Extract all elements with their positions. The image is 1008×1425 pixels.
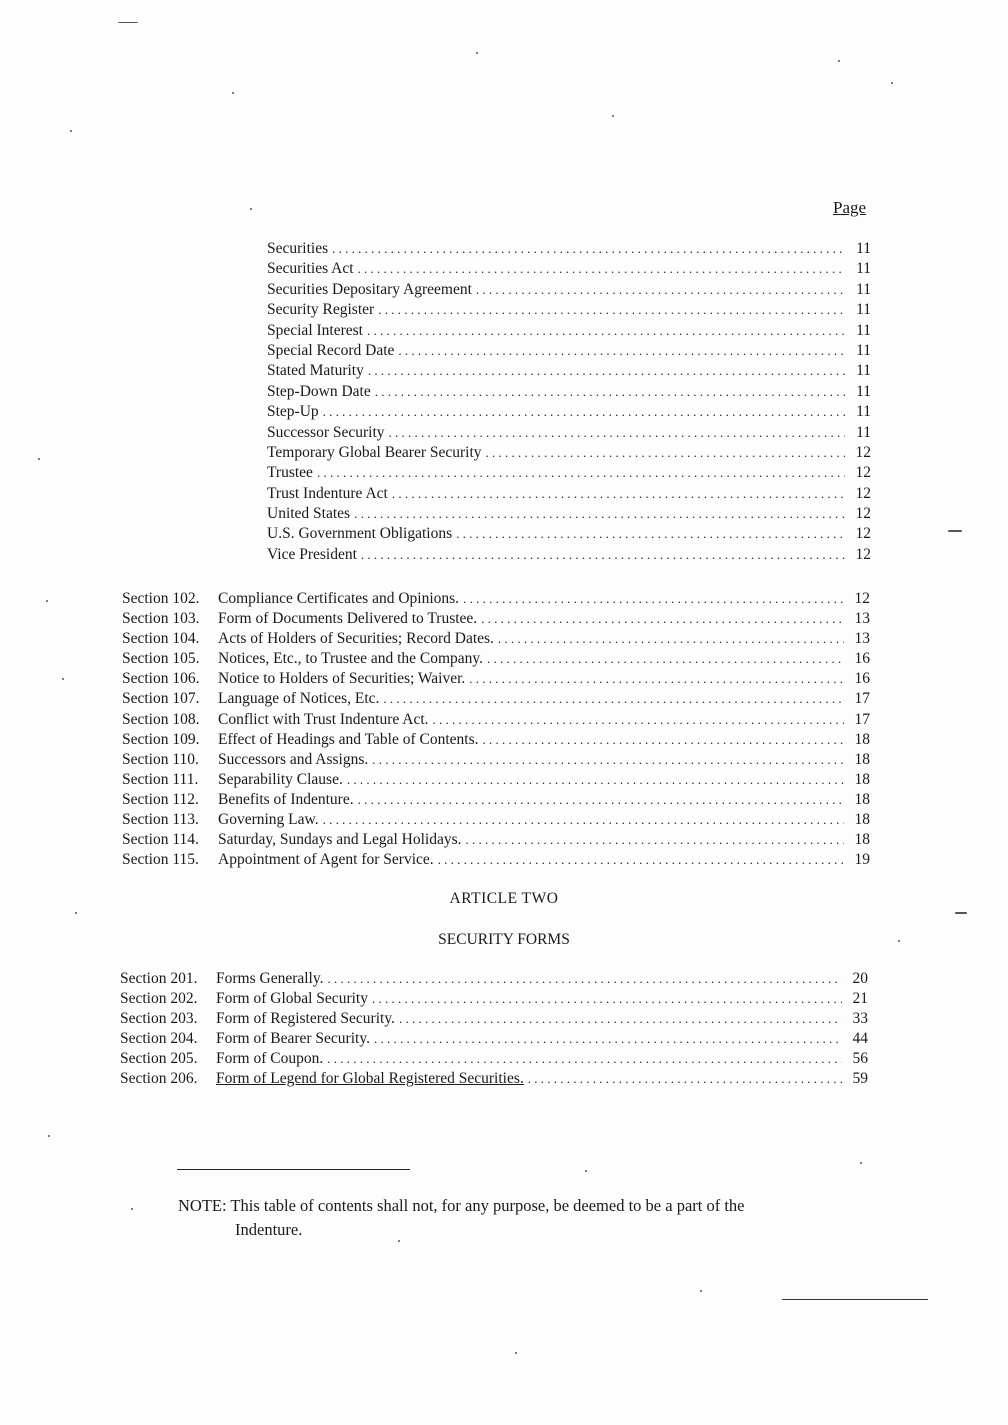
toc-section-entry[interactable] xyxy=(120,1030,868,1050)
toc-section-entry[interactable] xyxy=(120,970,868,990)
entry-label: Special Record Date xyxy=(267,341,395,359)
section-title: Notice to Holders of Securities; Waiver. xyxy=(218,670,466,688)
section-title: Separability Clause. xyxy=(218,770,343,788)
toc-section-entry[interactable] xyxy=(122,650,870,670)
entry-label: Vice President xyxy=(267,545,357,563)
entry-page: 11 xyxy=(856,362,871,380)
entry-page: 11 xyxy=(856,321,871,339)
section-number: Section 110. xyxy=(122,750,199,768)
toc-entry[interactable] xyxy=(267,240,871,260)
scan-speck xyxy=(48,1135,50,1137)
section-number: Section 115. xyxy=(122,851,199,869)
toc-entry[interactable] xyxy=(267,362,871,382)
section-page: 44 xyxy=(852,1030,868,1048)
scan-speck xyxy=(955,912,967,914)
definitions-list xyxy=(267,240,871,566)
footnote-line-2: Indenture. xyxy=(235,1220,303,1239)
section-page: 16 xyxy=(854,650,870,668)
toc-section-entry[interactable] xyxy=(122,630,870,650)
section-page: 18 xyxy=(854,831,870,849)
section-page: 12 xyxy=(854,590,870,607)
section-title: Saturday, Sundays and Legal Holidays. xyxy=(218,831,462,849)
toc-section-entry[interactable] xyxy=(120,1070,868,1090)
toc-entry[interactable] xyxy=(267,301,871,321)
footnote xyxy=(178,1194,858,1242)
entry-page: 11 xyxy=(856,301,871,319)
section-page: 18 xyxy=(854,790,870,808)
section-title: Form of Bearer Security. xyxy=(216,1030,370,1048)
scan-speck xyxy=(515,1352,517,1354)
section-page: 18 xyxy=(854,730,870,748)
section-page: 18 xyxy=(854,770,870,788)
section-page: 21 xyxy=(852,990,868,1008)
toc-section-entry[interactable] xyxy=(120,990,868,1010)
section-number: Section 114. xyxy=(122,831,199,849)
section-number: Section 111. xyxy=(122,770,199,788)
scan-speck xyxy=(75,912,77,914)
entry-page: 11 xyxy=(856,240,871,257)
entry-page: 12 xyxy=(855,443,871,461)
toc-section-entry[interactable] xyxy=(122,791,870,811)
section-page: 59 xyxy=(852,1070,868,1088)
section-page: 56 xyxy=(852,1050,868,1068)
section-title: Language of Notices, Etc. xyxy=(218,690,380,708)
section-title: Successors and Assigns. xyxy=(218,750,369,768)
entry-label: Security Register xyxy=(267,301,375,319)
entry-page: 12 xyxy=(855,505,871,523)
entry-page: 12 xyxy=(855,464,871,482)
section-title: Compliance Certificates and Opinions. xyxy=(218,590,460,607)
section-number: Section 202. xyxy=(120,990,198,1008)
toc-section-entry[interactable] xyxy=(122,590,870,610)
section-page: 20 xyxy=(852,970,868,987)
section-title: Forms Generally. xyxy=(216,970,324,987)
scan-speck xyxy=(948,530,962,532)
section-title: Acts of Holders of Securities; Record Dates. xyxy=(218,630,494,648)
toc-section-entry[interactable] xyxy=(122,670,870,690)
toc-section-entry[interactable] xyxy=(122,771,870,791)
toc-section-entry[interactable] xyxy=(122,610,870,630)
toc-entry[interactable] xyxy=(267,464,871,484)
section-title: Form of Documents Delivered to Trustee. xyxy=(218,610,478,628)
scan-artifact-line xyxy=(782,1299,928,1300)
scan-speck xyxy=(62,678,64,680)
entry-label: Step-Up xyxy=(267,403,319,421)
toc-section-entry[interactable] xyxy=(122,811,870,831)
scan-speck xyxy=(250,208,252,210)
section-number: Section 103. xyxy=(122,610,200,628)
page-column-heading: Page xyxy=(833,198,867,217)
entry-page: 11 xyxy=(856,341,871,359)
toc-entry[interactable] xyxy=(267,322,871,342)
section-number: Section 112. xyxy=(122,790,199,808)
section-title: Effect of Headings and Table of Contents. xyxy=(218,730,479,748)
entry-label: U.S. Government Obligations xyxy=(267,525,453,543)
scan-speck xyxy=(860,1162,862,1164)
entry-page: 12 xyxy=(855,545,871,563)
entry-label: Securities Depositary Agreement xyxy=(267,280,472,298)
scan-speck xyxy=(476,52,478,54)
toc-section-entry[interactable] xyxy=(122,851,870,871)
scan-speck xyxy=(118,22,138,23)
section-number: Section 104. xyxy=(122,630,200,648)
scan-speck xyxy=(585,1170,587,1172)
scan-speck xyxy=(700,1290,702,1292)
toc-entry[interactable] xyxy=(267,444,871,464)
entry-label: Stated Maturity xyxy=(267,362,364,380)
article-one-sections xyxy=(122,590,870,871)
entry-page: 12 xyxy=(855,484,871,502)
section-page: 13 xyxy=(854,610,870,628)
section-number: Section 109. xyxy=(122,730,200,748)
section-title: Governing Law. xyxy=(218,811,319,829)
article-two-sections xyxy=(120,970,868,1091)
section-page: 18 xyxy=(854,811,870,829)
entry-page: 11 xyxy=(856,403,871,421)
toc-entry[interactable] xyxy=(267,383,871,403)
security-forms-subheading: SECURITY FORMS xyxy=(438,931,570,948)
toc-entry[interactable] xyxy=(267,281,871,301)
section-page: 17 xyxy=(854,690,870,708)
section-title: Form of Registered Security. xyxy=(216,1010,395,1028)
toc-entry[interactable] xyxy=(267,342,871,362)
section-number: Section 106. xyxy=(122,670,200,688)
entry-label: Trustee xyxy=(267,464,313,482)
scan-speck xyxy=(398,1240,400,1242)
scan-speck xyxy=(891,82,893,84)
toc-entry[interactable] xyxy=(267,546,871,566)
toc-entry[interactable] xyxy=(267,505,871,525)
toc-entry[interactable] xyxy=(267,485,871,505)
section-page: 16 xyxy=(854,670,870,688)
toc-section-entry[interactable] xyxy=(122,711,870,731)
scan-speck xyxy=(38,458,40,460)
section-title: Form of Global Security xyxy=(216,990,368,1008)
section-title: Benefits of Indenture. xyxy=(218,790,354,808)
entry-label: Step-Down Date xyxy=(267,382,371,400)
scan-speck xyxy=(612,115,614,117)
toc-section-entry[interactable] xyxy=(120,1010,868,1030)
entry-label: Securities xyxy=(267,240,329,257)
entry-page: 12 xyxy=(855,525,871,543)
section-number: Section 201. xyxy=(120,970,198,987)
entry-label: Securities Act xyxy=(267,260,354,278)
scan-speck xyxy=(70,130,72,132)
entry-label: Special Interest xyxy=(267,321,363,339)
toc-section-entry[interactable] xyxy=(122,690,870,710)
scan-speck xyxy=(232,92,234,94)
section-number: Section 206. xyxy=(120,1070,198,1088)
scan-speck xyxy=(131,1208,133,1210)
scan-speck xyxy=(46,600,48,602)
section-page: 17 xyxy=(854,710,870,728)
section-page: 18 xyxy=(854,750,870,768)
section-title: Form of Coupon. xyxy=(216,1050,324,1068)
section-number: Section 108. xyxy=(122,710,200,728)
toc-entry[interactable] xyxy=(267,403,871,423)
toc-section-entry[interactable] xyxy=(120,1050,868,1070)
toc-entry[interactable] xyxy=(267,424,871,444)
entry-page: 11 xyxy=(856,280,871,298)
section-number: Section 203. xyxy=(120,1010,198,1028)
article-two-heading: ARTICLE TWO xyxy=(449,890,559,907)
section-title: Appointment of Agent for Service. xyxy=(218,851,434,869)
entry-page: 11 xyxy=(856,260,871,278)
footnote-divider xyxy=(177,1169,410,1170)
entry-page: 11 xyxy=(856,382,871,400)
section-number: Section 105. xyxy=(122,650,200,668)
section-number: Section 102. xyxy=(122,590,200,607)
entry-label: Successor Security xyxy=(267,423,385,441)
scan-speck xyxy=(898,940,900,942)
entry-label: Trust Indenture Act xyxy=(267,484,388,502)
scan-speck xyxy=(838,60,840,62)
section-number: Section 113. xyxy=(122,811,199,829)
entry-label: Temporary Global Bearer Security xyxy=(267,443,482,461)
toc-section-entry[interactable] xyxy=(122,731,870,751)
section-number: Section 205. xyxy=(120,1050,198,1068)
footnote-line-1: NOTE: This table of contents shall not, for any purpose, be deemed to be a part of the xyxy=(178,1196,745,1215)
section-title: Notices, Etc., to Trustee and the Company. xyxy=(218,650,484,668)
section-number: Section 107. xyxy=(122,690,200,708)
section-title: Conflict with Trust Indenture Act. xyxy=(218,710,429,728)
toc-entry[interactable] xyxy=(267,525,871,545)
section-number: Section 204. xyxy=(120,1030,198,1048)
toc-entry[interactable] xyxy=(267,260,871,280)
section-page: 33 xyxy=(852,1010,868,1028)
section-page: 13 xyxy=(854,630,870,648)
entry-label: United States xyxy=(267,505,351,523)
section-title: Form of Legend for Global Registered Securities. xyxy=(216,1070,524,1088)
toc-section-entry[interactable] xyxy=(122,831,870,851)
toc-section-entry[interactable] xyxy=(122,751,870,771)
entry-page: 11 xyxy=(856,423,871,441)
section-page: 19 xyxy=(854,851,870,869)
